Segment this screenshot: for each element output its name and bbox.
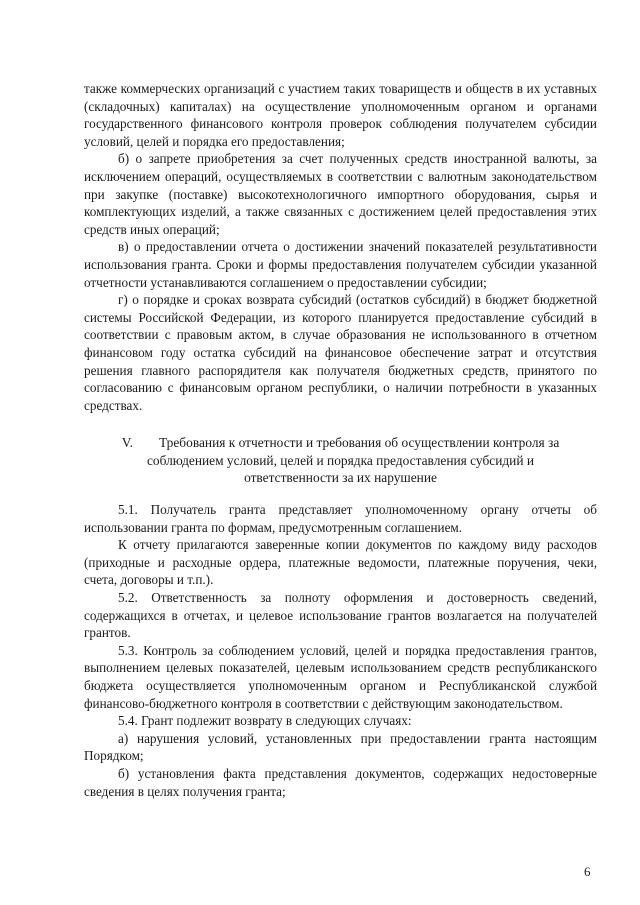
section-title-line-1: Требования к отчетности и требования об осуществлении контроля за	[159, 435, 560, 451]
paragraph-5-2: 5.2. Ответственность за полноту оформления и достоверность сведений, содержащихся в отчетах, и целевое использование грантов возлагается на получателей грантов.	[84, 590, 597, 641]
paragraph-5-4-a: а) нарушения условий, установленных при предоставлении гранта настоящим Порядком;	[84, 730, 597, 764]
paragraph-item-b: б) о запрете приобретения за счет полученных средств иностранной валюты, за исключением операций, осуществляемых в соответствии с валютным законодательством при закупке (поставке) высокотехнологичного импортного оборудования, сырья и комплектующих изделий, а также связанных с достижением целей предоставления этих средств иных операций;	[84, 151, 597, 237]
section-heading-line-1	[84, 434, 597, 452]
section-title-line-3: ответственности за их нарушение	[244, 470, 437, 486]
page-number: 6	[584, 864, 591, 879]
section-number: V.	[121, 435, 133, 451]
paragraph-report-attachments: К отчету прилагаются заверенные копии документов по каждому виду расходов (приходные и расходные ордера, платежные ведомости, платежные поручения, чеки, счета, договоры и т.п.).	[84, 537, 597, 588]
section-title-line-2: соблюдением условий, целей и порядка предоставления субсидий и	[146, 452, 535, 468]
paragraph-continuation: также коммерческих организаций с участием таких товариществ и обществ в их уставных (складочных) капиталах) на осуществление уполномоченным органом и органами государственного финансового контроля проверок соблюдения получателем субсидии условий, целей и порядка его предоставления;	[84, 81, 597, 149]
paragraph-5-4-b: б) установления факта представления документов, содержащих недостоверные сведения в целях получения гранта;	[84, 765, 597, 799]
paragraph-5-3: 5.3. Контроль за соблюдением условий, целей и порядка предоставления грантов, выполнением целевых показателей, целевым использованием средств республиканского бюджета осуществляется уполномоченным органом и Республиканской службой финансово-бюджетного контроля в соответствии с действующим законодательством.	[84, 642, 597, 711]
paragraph-item-v: в) о предоставлении отчета о достижении значений показателей результативности использования гранта. Сроки и формы предоставления получателем субсидии указанной отчетности устанавливаются соглашением о предоставлении субсидии;	[84, 239, 597, 290]
paragraph-5-1: 5.1. Получатель гранта представляет уполномоченному органу отчеты об использовании гранта по формам, предусмотренным соглашением.	[84, 502, 597, 535]
section-heading	[84, 434, 597, 487]
paragraph-item-g: г) о порядке и сроках возврата субсидий (остатков субсидий) в бюджет бюджетной системы Российской Федерации, из которого планируется предоставление субсидий в соответствии с правовым актом, в случае образования не использованного в отчетном финансовом году остатка субсидий на финансовое обеспечение затрат и отсутствия решения главного распорядителя как получателя бюджетных средств, принятого по согласованию с финансовым органом республики, о наличии потребности в указанных средствах.	[84, 292, 597, 413]
document-body	[84, 80, 597, 800]
paragraph-5-4: 5.4. Грант подлежит возврату в следующих случаях:	[118, 713, 412, 729]
